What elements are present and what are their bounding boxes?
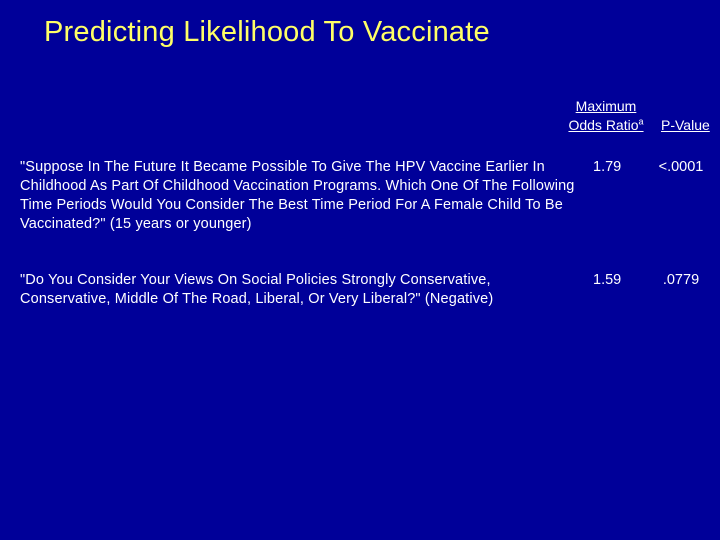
p-value: .0779 (662, 272, 700, 288)
odds-ratio-footnote-marker: a (638, 116, 644, 127)
odds-ratio-header-line1: Maximum (575, 98, 637, 114)
question-text: "Do You Consider Your Views On Social Policies Strongly Conservative, Conservative, Middle Of The Road, Liberal, Or Very Liberal?" (Negative) (20, 272, 494, 307)
odds-ratio-value: 1.59 (593, 272, 622, 288)
odds-ratio-value: 1.79 (593, 159, 622, 175)
odds-ratio-header (555, 97, 657, 135)
p-value: <.0001 (658, 159, 704, 175)
question-text: "Suppose In The Future It Became Possible To Give The HPV Vaccine Earlier In Childhood As Part Of Childhood Vaccination Programs. Which One Of The Following Time Periods Would You Consider The Best Time Period For A Female Child To Be Vaccinated?" (15 years or younger) (20, 159, 575, 232)
p-value-header: P-Value (661, 117, 710, 133)
odds-ratio-header-line2: Odds Ratio (568, 117, 639, 133)
slide-title: Predicting Likelihood To Vaccinate (44, 16, 490, 48)
